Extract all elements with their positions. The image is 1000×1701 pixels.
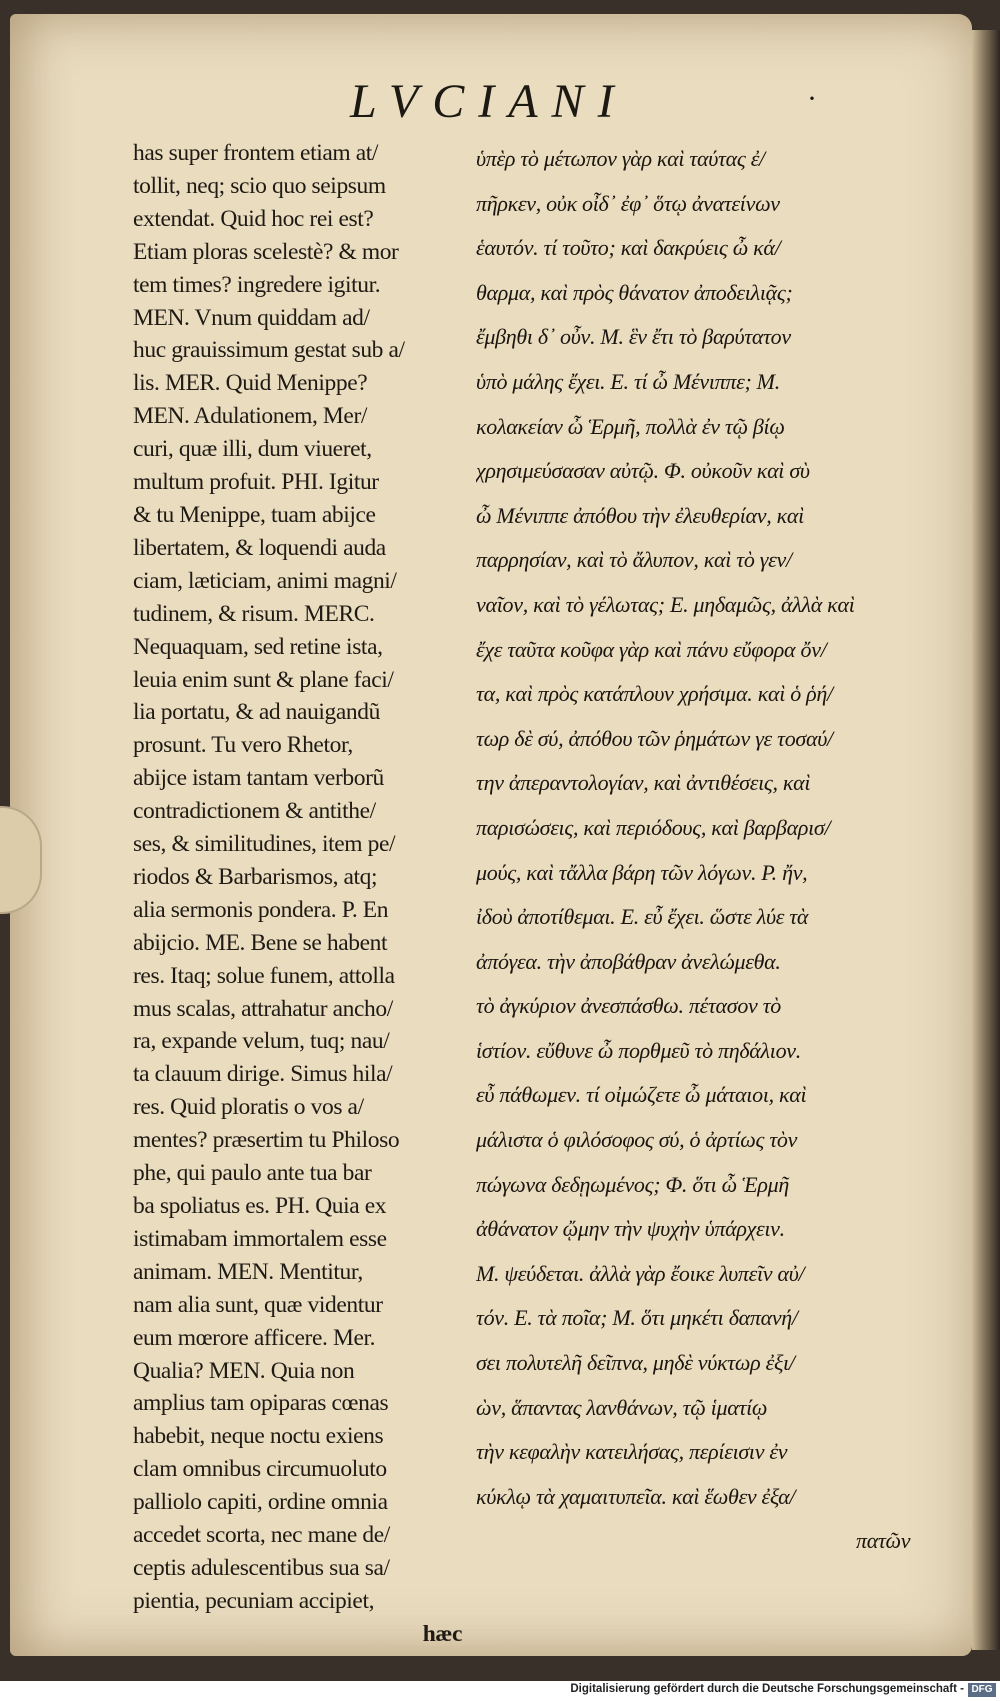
greek-line: εὖ πάθωμεν. τί οἰμώζετε ὦ μάταιοι, καὶ [476, 1082, 807, 1108]
latin-line: nam alia sunt, quæ videntur [133, 1291, 383, 1318]
latin-line: pientia, pecuniam accipiet, [133, 1587, 375, 1614]
latin-line: MEN. Adulationem, Mer/ [133, 403, 368, 430]
latin-line: Etiam ploras scelestè? & mor [133, 238, 399, 265]
greek-line: παρρησίαν, καὶ τὸ ἄλυπον, καὶ τὸ γεν/ [476, 547, 792, 573]
latin-line: abijcio. ME. Bene se habent [133, 929, 388, 956]
latin-line: MEN. Vnum quiddam ad/ [133, 304, 370, 331]
latin-line: contradictionem & antithe/ [133, 798, 376, 825]
latin-line: res. Quid ploratis o vos a/ [133, 1094, 364, 1121]
latin-line: res. Itaq; solue funem, attolla [133, 962, 395, 989]
catchword: hæc [422, 1620, 462, 1647]
greek-line: θαρμα, καὶ πρὸς θάνατον ἀποδειλιᾷς; [476, 279, 793, 305]
running-head-dot: · [807, 82, 817, 115]
latin-line: has super frontem etiam at/ [133, 140, 379, 166]
greek-line: ἑαυτόν. τί τοῦτο; καὶ δακρύεις ὦ κά/ [476, 235, 781, 261]
latin-line: alia sermonis pondera. P. En [133, 896, 389, 923]
latin-line: accedet scorta, nec mane de/ [133, 1522, 390, 1549]
greek-line: ἰδοὺ ἀποτίθεμαι. Ε. εὖ ἔχει. ὥστε λύε τὰ [476, 904, 809, 930]
latin-line: tollit, neq; scio quo seipsum [133, 172, 386, 199]
latin-line: ta clauum dirige. Simus hila/ [133, 1061, 393, 1088]
greek-line: Μ. ψεύδεται. ἀλλὰ γὰρ ἔοικε λυπεῖν αὐ/ [476, 1260, 805, 1286]
greek-line: πατῶν [856, 1528, 911, 1554]
greek-line: ἱστίον. εὔθυνε ὦ πορθμεῦ τὸ πηδάλιον. [476, 1037, 801, 1063]
greek-line: ναῖον, καὶ τὸ γέλωτας; Ε. μηδαμῶς, ἀλλὰ καὶ [476, 591, 855, 617]
greek-line: τόν. Ε. τὰ ποῖα; Μ. ὅτι μηκέτι δαπανή/ [476, 1305, 798, 1331]
latin-line: mentes? præsertim tu Philoso [133, 1127, 400, 1154]
greek-line: τωρ δὲ σύ, ἀπόθου τῶν ῥημάτων γε τοσαύ/ [476, 725, 833, 751]
greek-line: ὼν, ἅπαντας λανθάνων, τῷ ἱματίῳ [476, 1394, 768, 1420]
latin-line: curi, quæ illi, dum viueret, [133, 436, 372, 463]
latin-line: ceptis adulescentibus sua sa/ [133, 1554, 390, 1581]
latin-line: Nequaquam, sed retine ista, [133, 633, 383, 660]
greek-column [476, 137, 940, 1564]
latin-line: ra, expande velum, tuq; nau/ [133, 1028, 390, 1055]
greek-line: την ἀπεραντολογίαν, καὶ ἀντιθέσεις, καὶ [476, 770, 811, 796]
latin-line: libertatem, & loquendi auda [133, 534, 386, 561]
latin-line: ses, & similitudines, item pe/ [133, 831, 396, 858]
greek-line: κολακείαν ὦ Ἑρμῆ, πολλὰ ἐν τῷ βίῳ [476, 413, 785, 439]
greek-line: ὑπὲρ τὸ μέτωπον γὰρ καὶ ταύτας ἐ/ [476, 146, 765, 171]
latin-line: ba spoliatus es. PH. Quia ex [133, 1193, 387, 1219]
latin-line: leuia enim sunt & plane faci/ [133, 666, 394, 693]
running-head: LVCIANI [350, 75, 628, 128]
book-fore-edge [972, 30, 1000, 1650]
greek-line: ὑπὸ μάλης ἔχει. Ε. τί ὦ Μένιππε; Μ. [476, 368, 780, 394]
latin-line: prosunt. Tu vero Rhetor, [133, 732, 353, 759]
greek-line: μούς, καὶ τἄλλα βάρη τῶν λόγων. Ρ. ἤν, [476, 859, 808, 885]
latin-line: extendat. Quid hoc rei est? [133, 205, 374, 232]
latin-line: abijce istam tantam verborũ [133, 765, 384, 792]
greek-line: τὴν κεφαλὴν κατειλήσας, περίεισιν ἐν [476, 1439, 788, 1465]
greek-line: χρησιμεύσασαν αὐτῷ. Φ. οὐκοῦν καὶ σὺ [476, 458, 810, 484]
latin-line: lis. MER. Quid Menippe? [133, 370, 368, 397]
greek-line: πῆρκεν, οὐκ οἶδ᾽ ἐφ᾽ ὅτῳ ἀνατείνων [476, 190, 780, 216]
latin-line: huc grauissimum gestat sub a/ [133, 337, 405, 364]
greek-line: τα, καὶ πρὸς κατάπλουν χρήσιμα. καὶ ὁ ῥή/ [476, 681, 833, 707]
dfg-logo: DFG [968, 1683, 996, 1697]
latin-line: tudinem, & risum. MERC. [133, 600, 375, 627]
latin-line: habebit, neque noctu exiens [133, 1423, 384, 1450]
greek-line: κύκλῳ τὰ χαμαιτυπεῖα. καὶ ἕωθεν ἐξα/ [476, 1483, 796, 1509]
latin-line: animam. MEN. Mentitur, [133, 1258, 363, 1285]
latin-line: amplius tam opiparas cœnas [133, 1390, 389, 1417]
latin-line: multum profuit. PHI. Igitur [133, 469, 379, 496]
latin-line: istimabam immortalem esse [133, 1225, 387, 1252]
latin-line: tem times? ingredere igitur. [133, 271, 381, 298]
latin-line: mus scalas, attrahatur ancho/ [133, 995, 393, 1022]
greek-line: πώγωνα δεδῃωμένος; Φ. ὅτι ὦ Ἑρμῆ [476, 1171, 789, 1197]
greek-line: ἔχε ταῦτα κοῦφα γὰρ καὶ πάνυ εὔφορα ὄν/ [476, 636, 827, 662]
digitization-footer [0, 1681, 1000, 1701]
greek-line: ἔμβηθι δ᾽ οὖν. Μ. ἓν ἔτι τὸ βαρύτατον [476, 324, 791, 350]
greek-line: μάλιστα ὁ φιλόσοφος σύ, ὁ ἀρτίως τὸν [476, 1127, 798, 1153]
latin-line: phe, qui paulo ante tua bar [133, 1160, 372, 1187]
greek-line: ἀπόγεα. τὴν ἀποβάθραν ἀνελώμεθα. [476, 948, 781, 974]
footer-credit: Digitalisierung gefördert durch die Deutsche Forschungsgemeinschaft - [570, 1683, 964, 1695]
latin-line: ciam, læticiam, animi magni/ [133, 567, 397, 594]
latin-line: Qualia? MEN. Quia non [133, 1357, 355, 1384]
latin-line: eum mœrore afficere. Mer. [133, 1324, 376, 1351]
greek-line: παρισώσεις, καὶ περιόδους, καὶ βαρβαρισ/ [476, 814, 831, 840]
greek-line: ὦ Μένιππε ἀπόθου τὴν ἐλευθερίαν, καὶ [476, 502, 804, 528]
latin-line: lia portatu, & ad nauigandũ [133, 699, 380, 726]
latin-line: & tu Menippe, tuam abijce [133, 501, 376, 528]
greek-line: τὸ ἀγκύριον ἀνεσπάσθω. πέτασον τὸ [476, 993, 781, 1019]
latin-line: riodos & Barbarismos, atq; [133, 863, 378, 890]
greek-line: ἀθάνατον ᾤμην τὴν ψυχὴν ὑπάρχειν. [476, 1216, 785, 1242]
latin-line: clam omnibus circumuoluto [133, 1456, 387, 1483]
latin-column [133, 137, 468, 1651]
greek-line: σει πολυτελῆ δεῖπνα, μηδὲ νύκτωρ ἐξι/ [476, 1350, 795, 1376]
latin-line: palliolo capiti, ordine omnia [133, 1489, 388, 1516]
